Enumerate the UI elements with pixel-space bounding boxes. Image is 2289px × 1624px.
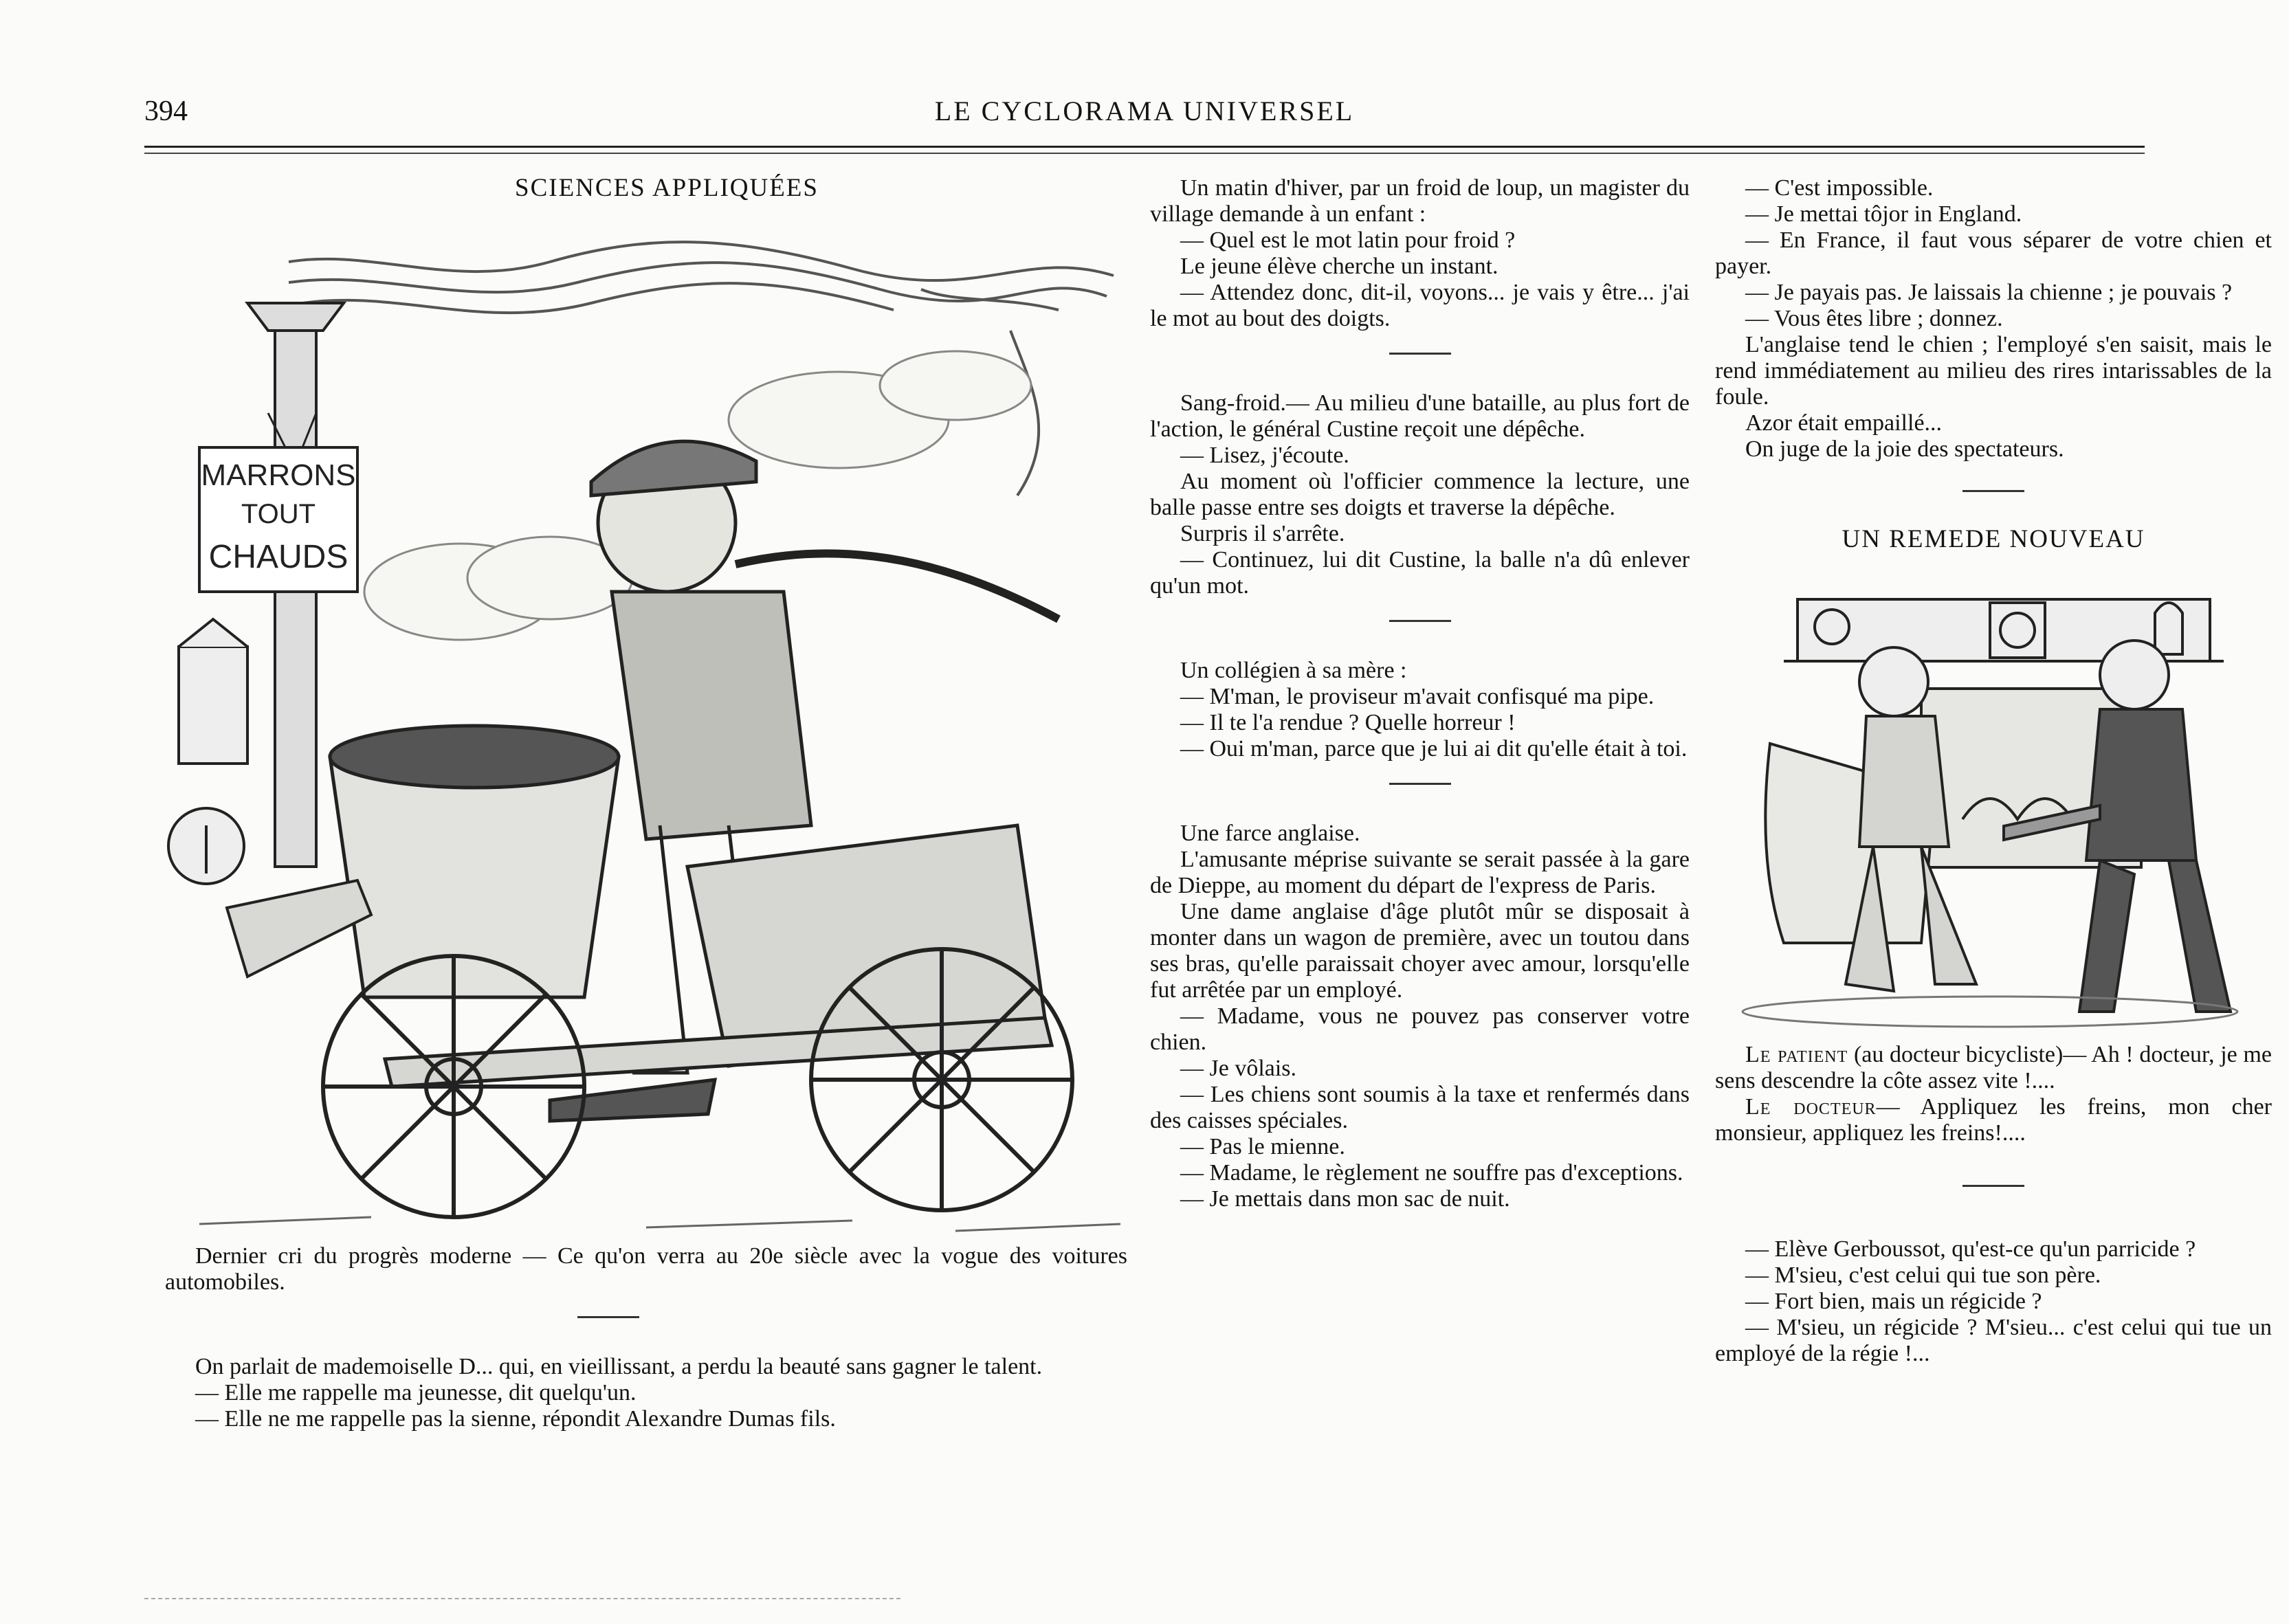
dialogue-doctor xyxy=(1715,1094,2272,1146)
separator xyxy=(1389,353,1451,355)
story-paragraph: — Je mettai tôjor in England. xyxy=(1745,201,2022,227)
wheel-left xyxy=(323,956,584,1217)
sign-line-3: CHAUDS xyxy=(208,539,349,575)
story-paragraph: — Lisez, j'écoute. xyxy=(1180,443,1349,468)
story-paragraph: — M'sieu, c'est celui qui tue son père. xyxy=(1745,1263,2101,1288)
story-paragraph: — Pas le mienne. xyxy=(1180,1134,1345,1159)
story-paragraph: — Madame, le règlement ne souffre pas d'exceptions. xyxy=(1180,1160,1683,1186)
column-right xyxy=(1715,175,2272,1367)
story-paragraph: — M'sieu, un régicide ? M'sieu... c'est celui qui tue un employé de la régie !... xyxy=(1715,1315,2272,1366)
dialogue-patient xyxy=(1715,1042,2272,1094)
separator xyxy=(1389,783,1451,785)
story-paragraph: — Continuez, lui dit Custine, la balle n'a dû enlever qu'un mot. xyxy=(1150,547,1690,599)
speaker-doctor: Le docteur xyxy=(1745,1094,1877,1120)
story-paragraph: On juge de la joie des spectateurs. xyxy=(1745,436,2064,462)
story-paragraph: — Madame, vous ne pouvez pas conserver votre chien. xyxy=(1150,1003,1690,1055)
horn-icon xyxy=(227,880,371,977)
bottom-rule xyxy=(144,1598,900,1599)
anecdote-line: — Elle me rappelle ma jeunesse, dit quelqu'un. xyxy=(195,1380,637,1405)
chestnut-car-drawing xyxy=(165,207,1127,1238)
story-paragraph: Surpris il s'arrête. xyxy=(1180,521,1345,546)
illustration-caption: Dernier cri du progrès moderne — Ce qu'on verra au 20e siècle avec la vogue des voitures automobiles. xyxy=(165,1243,1127,1295)
separator xyxy=(1962,490,2024,492)
anecdote-line: On parlait de mademoiselle D... qui, en vieillissant, a perdu la beauté sans gagner le talent. xyxy=(195,1354,1043,1379)
doctor-patient-drawing xyxy=(1715,572,2272,1032)
sign-line-1: MARRONS xyxy=(201,458,356,492)
doctor-line: — Appliquez les freins, mon cher monsieur, appliquez les freins!.... xyxy=(1715,1094,2272,1146)
story-paragraph: — Je vôlais. xyxy=(1180,1056,1297,1081)
story-paragraph: — En France, il faut vous séparer de votre chien et payer. xyxy=(1715,227,2272,279)
story-paragraph: — C'est impossible. xyxy=(1745,175,1934,201)
header-rule xyxy=(144,153,2145,154)
story-paragraph: — Il te l'a rendue ? Quelle horreur ! xyxy=(1180,710,1516,735)
story-paragraph: — Quel est le mot latin pour froid ? xyxy=(1180,227,1516,253)
story-paragraph: — Elève Gerboussot, qu'est-ce qu'un parricide ? xyxy=(1745,1236,2196,1262)
story-paragraph: Un collégien à sa mère : xyxy=(1180,658,1407,683)
story-paragraph: Sang-froid.— Au milieu d'une bataille, au plus fort de l'action, le général Custine reçoit une dépêche. xyxy=(1150,390,1690,442)
story-paragraph: — Je payais pas. Je laissais la chienne ; je pouvais ? xyxy=(1745,280,2233,305)
story-paragraph: Le jeune élève cherche un instant. xyxy=(1180,254,1499,279)
story-paragraph: Un matin d'hiver, par un froid de loup, un magister du village demande à un enfant : xyxy=(1150,175,1690,227)
story-paragraph: Au moment où l'officier commence la lecture, une balle passe entre ses doigts et traverse la dépêche. xyxy=(1150,469,1690,520)
lantern-icon xyxy=(168,619,247,884)
separator xyxy=(577,1316,639,1318)
doctor-patient-illustration xyxy=(1715,572,2272,1032)
separator xyxy=(1962,1185,2024,1187)
page-number: 394 xyxy=(144,96,188,127)
story-paragraph: L'amusante méprise suivante se serait passée à la gare de Dieppe, au moment du départ de l'express de Paris. xyxy=(1150,847,1690,898)
anecdote-line: — Elle ne me rappelle pas la sienne, répondit Alexandre Dumas fils. xyxy=(195,1406,836,1432)
column-left xyxy=(165,175,1127,1432)
story-paragraph: — Vous êtes libre ; donnez. xyxy=(1745,306,2003,331)
sign-line-2: TOUT xyxy=(241,499,316,529)
separator xyxy=(1389,620,1451,622)
section-title-remede: UN REMEDE NOUVEAU xyxy=(1842,525,2145,553)
column-middle xyxy=(1150,175,1690,1212)
story-paragraph: Une farce anglaise. xyxy=(1180,821,1360,846)
story-paragraph: — Fort bien, mais un régicide ? xyxy=(1745,1289,2042,1314)
chestnut-car-illustration xyxy=(165,207,1127,1238)
section-title-sciences: SCIENCES APPLIQUÉES xyxy=(515,174,819,202)
story-paragraph: — Je mettais dans mon sac de nuit. xyxy=(1180,1186,1510,1212)
story-paragraph: L'anglaise tend le chien ; l'employé s'en saisit, mais le rend immédiatement au milieu des rires intarissables de la foule. xyxy=(1715,332,2272,410)
story-paragraph: — Les chiens sont soumis à la taxe et renfermés dans des caisses spéciales. xyxy=(1150,1082,1690,1133)
story-paragraph: — Oui m'man, parce que je lui ai dit qu'elle était à toi. xyxy=(1180,736,1688,761)
wheel-right xyxy=(811,949,1072,1210)
story-paragraph: Une dame anglaise d'âge plutôt mûr se disposait à monter dans un wagon de première, avec un toutou dans ses bras, qu'elle paraissait choyer avec amour, lorsqu'elle fut arrêtée par un employé. xyxy=(1150,899,1690,1003)
header-rule xyxy=(144,146,2145,148)
speaker-patient: Le patient xyxy=(1745,1042,1848,1067)
story-paragraph: — Attendez donc, dit-il, voyons... je vais y être... j'ai le mot au bout des doigts. xyxy=(1150,280,1690,331)
story-paragraph: — M'man, le proviseur m'avait confisqué ma pipe. xyxy=(1180,684,1655,709)
patient-line: (au docteur bicycliste)— Ah ! docteur, je me sens descendre la côte assez vite !.... xyxy=(1715,1042,2272,1093)
story-paragraph: Azor était empaillé... xyxy=(1745,410,1943,436)
running-title: LE CYCLORAMA UNIVERSEL xyxy=(934,96,1355,126)
